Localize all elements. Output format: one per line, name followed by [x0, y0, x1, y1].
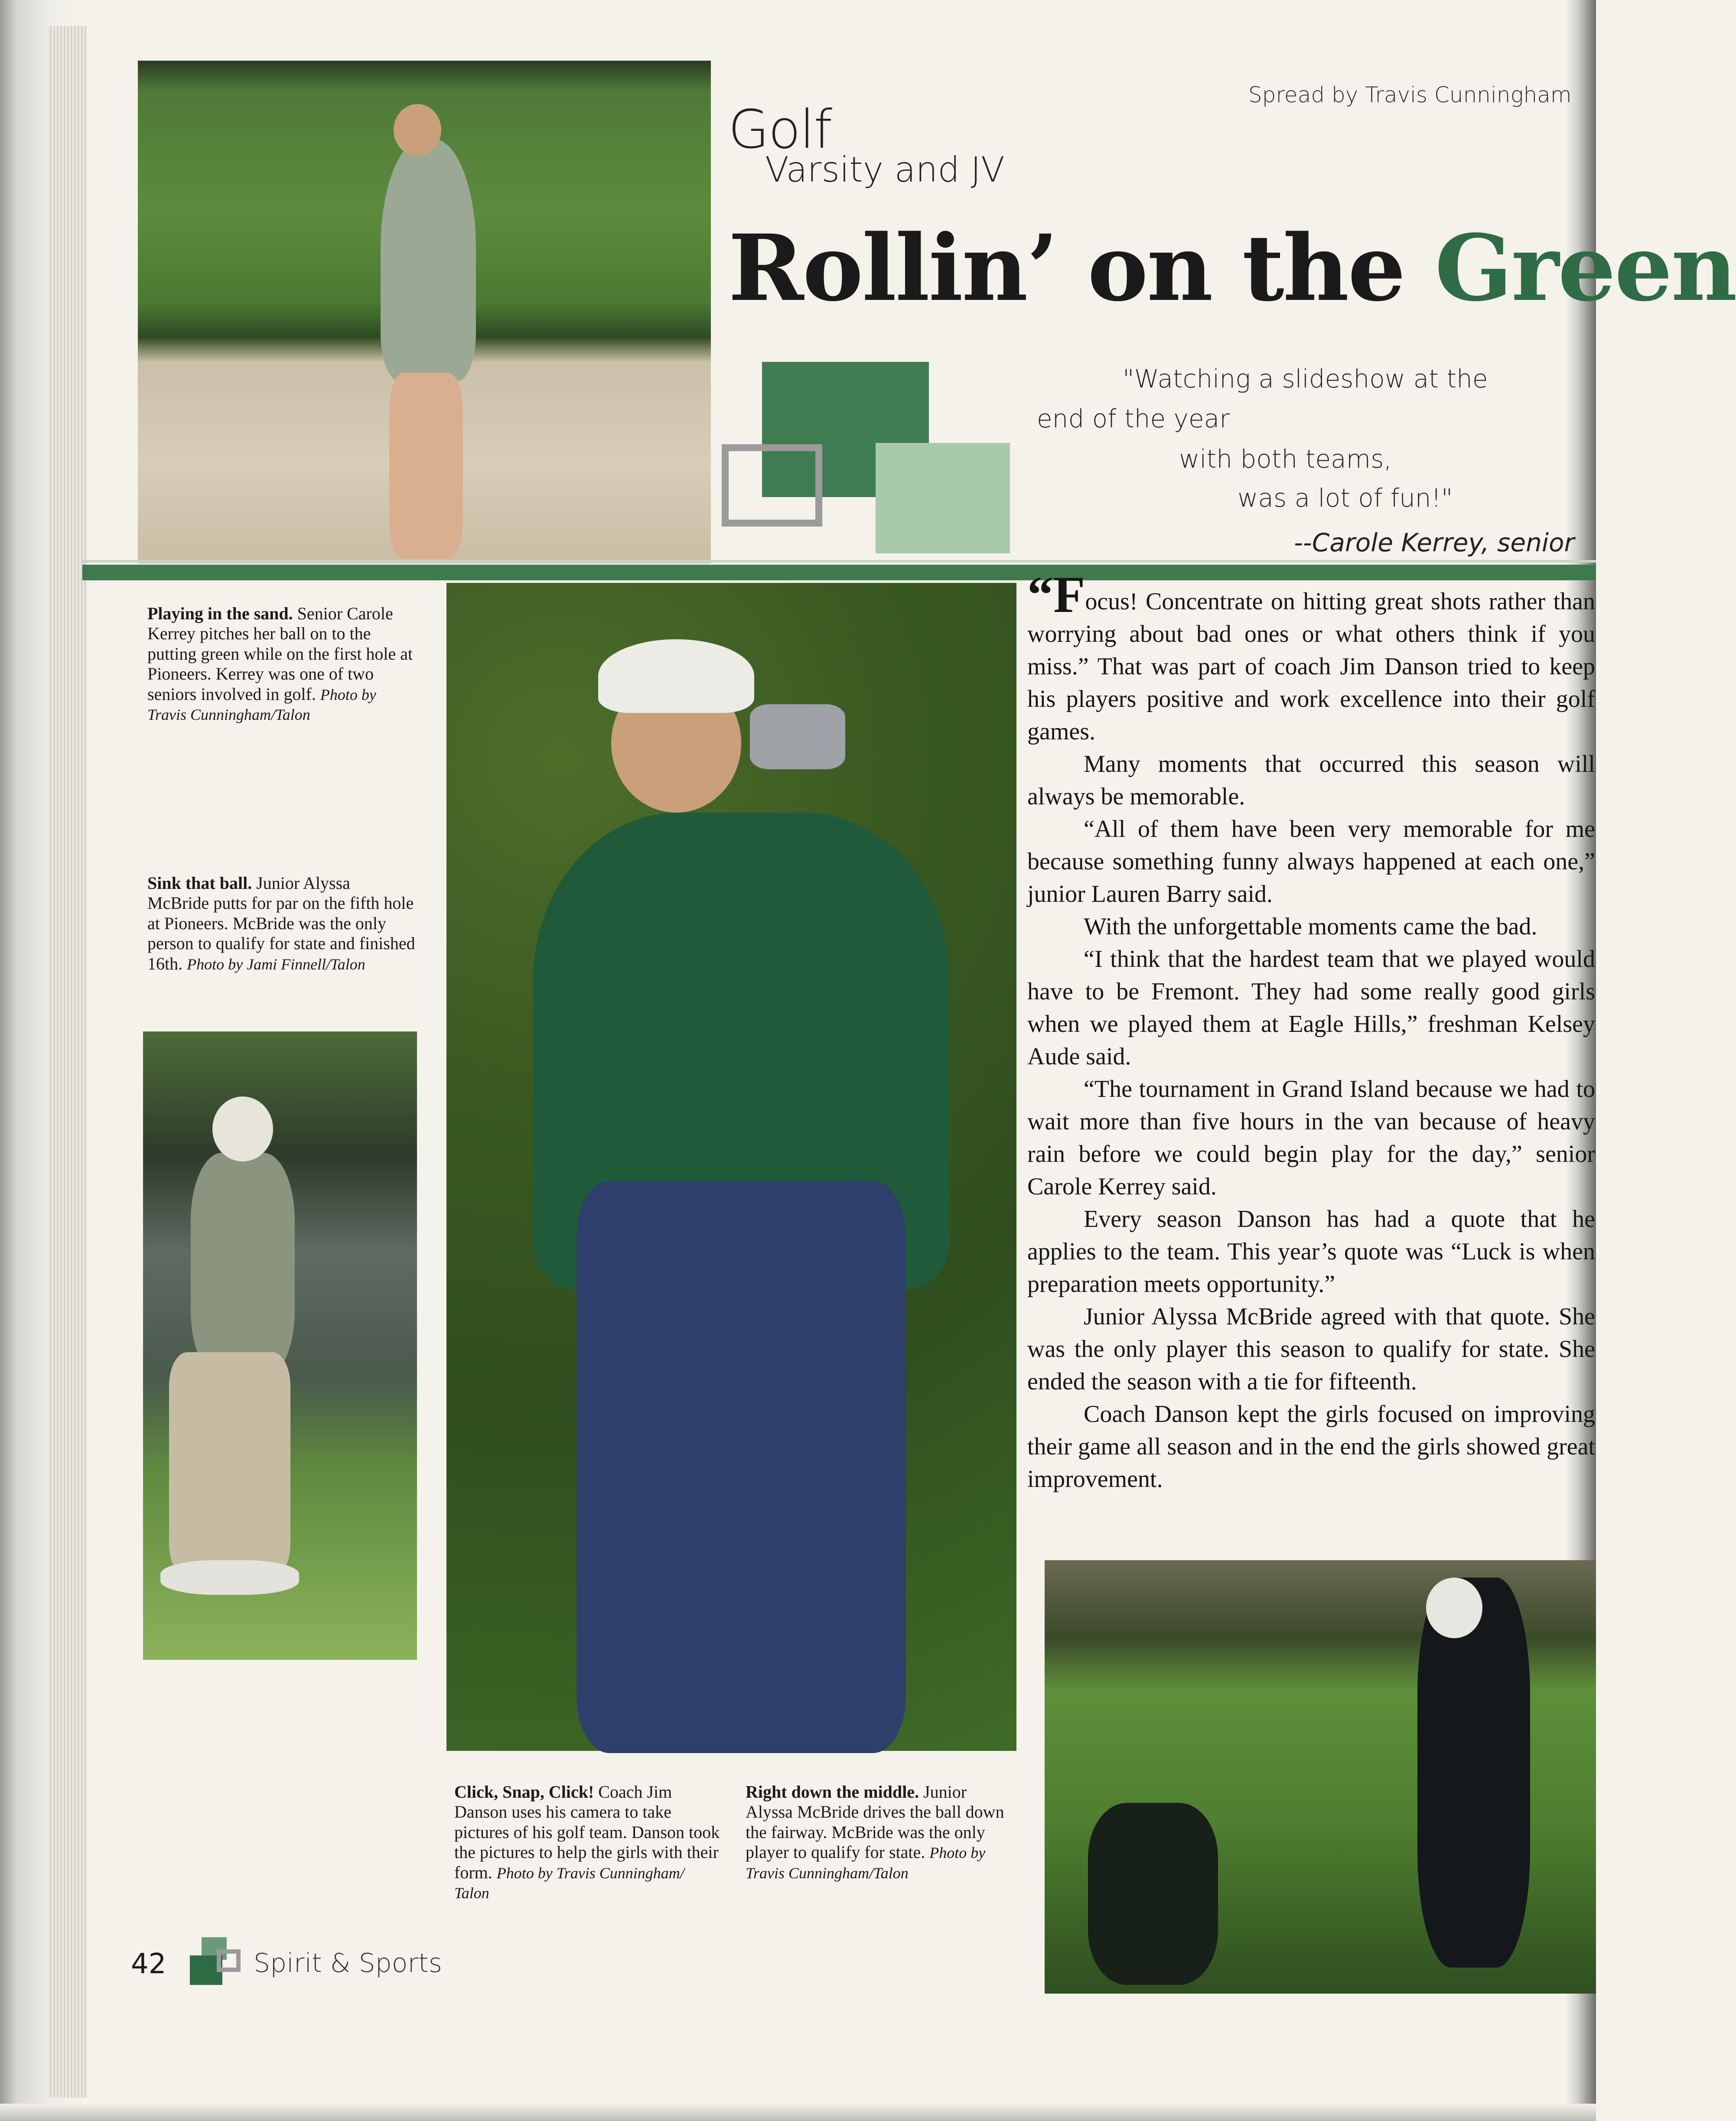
headline-part2: Green [1435, 215, 1736, 322]
caption-sand-credit: Photo by Travis Cunningham/Talon [147, 686, 376, 723]
caption-middle-credit: Photo by Travis Cunningham/Talon [746, 1844, 986, 1882]
caption-click [454, 1782, 721, 1903]
pullquote-line-3: with both teams, [1179, 444, 1392, 474]
story-dropcap: “F [1027, 566, 1085, 623]
caption-click-text: Coach Jim Danson uses his camera to take pictures of his golf team. Danson took the pictures to help the girls with their form. [454, 1782, 720, 1882]
caption-click-credit: Photo by Travis Cunningham/ Talon [454, 1864, 684, 1902]
pullquote-line-2: end of the year [1037, 404, 1230, 433]
pullquote-line-1: "Watching a slideshow at the [1123, 364, 1488, 394]
caption-sink-credit: Photo by Jami Finnell/Talon [187, 955, 365, 973]
caption-sink [147, 873, 416, 974]
subsection-label: Varsity and JV [765, 150, 1005, 190]
caption-sand-text: Senior Carole Kerrey pitches her ball on to the putting green while on the first hole at Pioneers. Kerrey was one of two seniors involved in golf. [147, 604, 413, 704]
caption-sand-title: Playing in the sand. [147, 604, 293, 623]
folio-square-outline [217, 1949, 241, 1972]
accent-rule-green [82, 565, 1596, 580]
caption-sand [147, 604, 416, 724]
photo-coach-camera [446, 583, 1016, 1751]
photo-sand-bunker [138, 61, 711, 563]
section-label: Golf [728, 99, 832, 160]
pullquote-attribution: --Carole Kerrey, senior [1294, 528, 1575, 557]
deco-square-light [876, 443, 1010, 553]
pullquote-line-4: was a lot of fun!" [1238, 483, 1453, 513]
caption-sink-text: Junior Alyssa McBride putts for par on the fifth hole at Pioneers. McBride was the only person to qualify for state and finished 16th. [147, 873, 415, 973]
story-body [1027, 566, 1595, 1496]
bottom-page-edge [0, 2104, 1596, 2121]
story-paragraph: “All of them have been very memorable for me because something funny always happened at each one,” junior Lauren Barry said. [1027, 816, 1595, 908]
story-paragraph: Many moments that occurred this season will always be memorable. [1027, 751, 1595, 810]
folio-section: Spirit & Sports [254, 1948, 442, 1978]
caption-middle [746, 1782, 1014, 1883]
headline-part1: Rollin’ on the [728, 215, 1404, 322]
caption-click-title: Click, Snap, Click! [454, 1782, 594, 1802]
story-paragraph: “I think that the hardest team that we played would have to be Fremont. They had some really good girls when we played them at Eagle Hills,” freshman Kelsey Aude said. [1027, 946, 1595, 1070]
page-edges [48, 26, 87, 2098]
deco-square-outline [722, 444, 822, 527]
story-paragraph: Every season Danson has had a quote that he applies to the team. This year’s quote was “Luck is when preparation meets opportunity.” [1027, 1206, 1595, 1298]
photo-putting [143, 1031, 417, 1660]
accent-rule-light [82, 560, 1596, 563]
page-number: 42 [131, 1948, 166, 1980]
caption-sink-title: Sink that ball. [147, 873, 252, 893]
story-paragraph: Junior Alyssa McBride agreed with that quote. She was the only player this season to qualify for state. She ended the season with a tie for fifteenth. [1027, 1303, 1595, 1395]
byline: Spread by Travis Cunningham [1248, 82, 1572, 107]
story-paragraph: “The tournament in Grand Island because we had to wait more than five hours in the van because of heavy rain before we could begin play for the day,” senior Carole Kerrey said. [1027, 1076, 1595, 1200]
story-paragraph: “Focus! Concentrate on hitting great shots rather than worrying about bad ones or what others think if you miss.” That was part of coach Jim Danson tried to keep his players positive and work excellence into their golf games. [1027, 566, 1595, 745]
photo-fairway-drive [1045, 1560, 1596, 1994]
story-paragraph: Coach Danson kept the girls focused on improving their game all season and in the end the girls showed great improvement. [1027, 1401, 1595, 1493]
caption-middle-text: Junior Alyssa McBride drives the ball down the fairway. McBride was the only player to qualify for state. [746, 1782, 1004, 1862]
headline [728, 215, 1736, 322]
caption-middle-title: Right down the middle. [746, 1782, 919, 1802]
story-paragraph: With the unforgettable moments came the bad. [1084, 913, 1537, 940]
